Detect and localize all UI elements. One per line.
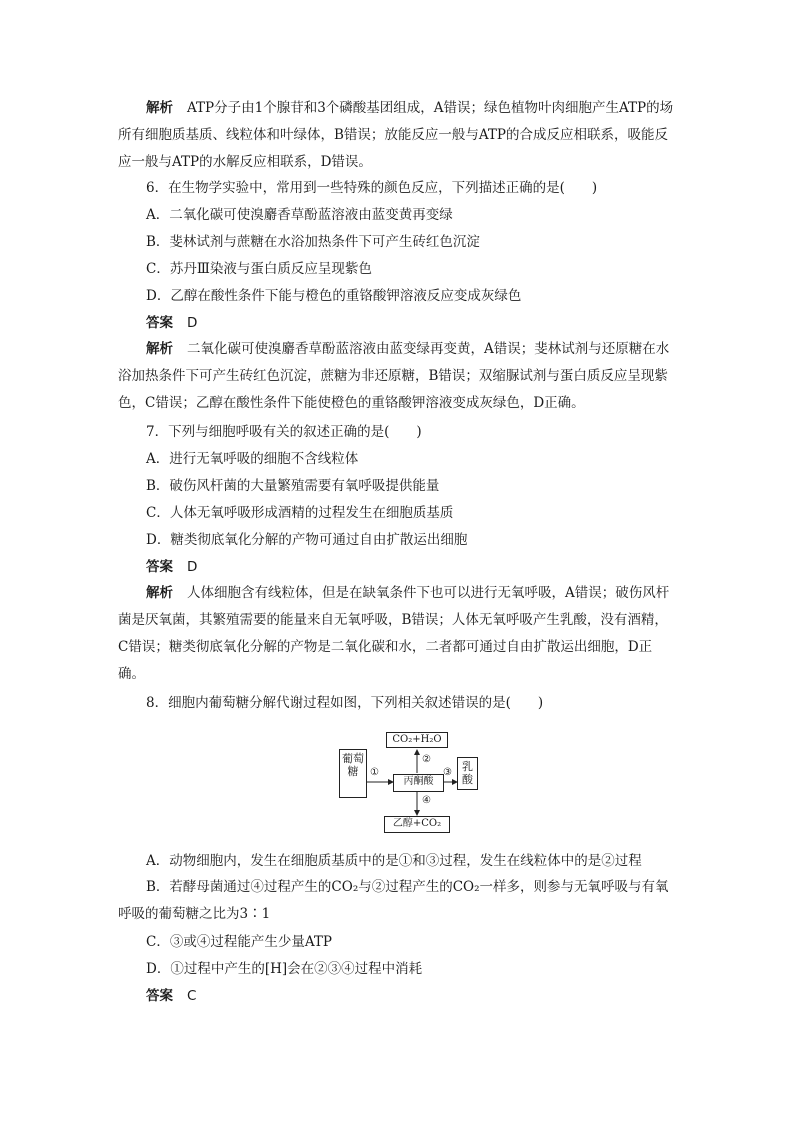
question-8-stem: 8．细胞内葡萄糖分解代谢过程如图，下列相关叙述错误的是( ) — [146, 695, 544, 711]
question-6-option-d: D．乙醇在酸性条件下能与橙色的重铬酸钾溶液反应变成灰绿色 — [146, 288, 522, 304]
ethanol-co2-box: 乙醇+CO₂ — [384, 816, 450, 833]
lactate-box: 乳酸 — [457, 757, 478, 790]
pyruvate-box: 丙酮酸 — [393, 774, 444, 792]
answer-q7: 答案 D — [146, 559, 198, 575]
explanation-q7: 解析 人体细胞含有线粒体，但是在缺氧条件下也可以进行无氧呼吸，A错误；破伤风杆菌是厌氧菌，其繁殖需要的能量来自无氧呼吸，B错误；人体无氧呼吸产生乳酸，没有酒精，C错误；糖类彻底氧化分解的产物是二氧化碳和水，二者都可通过自由扩散运出细胞，D正确。 — [118, 585, 670, 682]
answer-q8: 答案 C — [146, 988, 197, 1004]
question-6-option-b: B．斐林试剂与蔗糖在水浴加热条件下可产生砖红色沉淀 — [146, 234, 480, 250]
question-8-option-c: C．③或④过程能产生少量ATP — [146, 934, 332, 950]
step-2-label: ② — [422, 754, 431, 765]
glucose-box: 葡萄糖 — [339, 749, 367, 798]
question-8-option-a: A．动物细胞内，发生在细胞质基质中的是①和③过程，发生在线粒体中的是②过程 — [146, 853, 642, 869]
question-8-option-d: D．①过程中产生的[H]会在②③④过程中消耗 — [146, 961, 423, 977]
explanation-label: 解析 — [146, 100, 173, 116]
explanation-q6: 解析 二氧化碳可使溴麝香草酚蓝溶液由蓝变绿再变黄，A错误；斐林试剂与还原糖在水浴加热条件下可产生砖红色沉淀，蔗糖为非还原糖，B错误；双缩脲试剂与蛋白质反应呈现紫色，C错误；乙醇在酸性条件下能使橙色的重铬酸钾溶液变成灰绿色，D正确。 — [118, 341, 670, 411]
question-8-option-b: B．若酵母菌通过④过程产生的CO₂与②过程产生的CO₂一样多，则参与无氧呼吸与有氧呼吸的葡萄糖之比为3∶1 — [118, 879, 669, 922]
step-3-label: ③ — [443, 767, 452, 778]
question-7-option-d: D．糖类彻底氧化分解的产物可通过自由扩散运出细胞 — [146, 532, 468, 548]
glucose-metabolism-diagram — [338, 728, 478, 836]
answer-q6: 答案 D — [146, 315, 198, 331]
step-1-label: ① — [370, 767, 379, 778]
question-7-option-b: B．破伤风杆菌的大量繁殖需要有氧呼吸提供能量 — [146, 478, 440, 494]
step-4-label: ④ — [422, 795, 431, 806]
explanation-q5: 解析 ATP分子由1个腺苷和3个磷酸基团组成，A错误；绿色植物叶肉细胞产生ATP的场所有细胞质基质、线粒体和叶绿体，B错误；放能反应一般与ATP的合成反应相联系，吸能反应一般与ATP的水解反应相联系，D错误。 — [118, 100, 674, 170]
question-7-option-c: C．人体无氧呼吸形成酒精的过程发生在细胞质基质 — [146, 505, 454, 521]
question-6-option-c: C．苏丹Ⅲ染液与蛋白质反应呈现紫色 — [146, 261, 372, 277]
co2-h2o-box: CO₂+H₂O — [386, 732, 448, 748]
question-7-stem: 7．下列与细胞呼吸有关的叙述正确的是( ) — [146, 424, 422, 440]
question-7-option-a: A．进行无氧呼吸的细胞不含线粒体 — [146, 451, 359, 467]
question-6-option-a: A．二氧化碳可使溴麝香草酚蓝溶液由蓝变黄再变绿 — [146, 207, 453, 223]
question-6-stem: 6．在生物学实验中，常用到一些特殊的颜色反应，下列描述正确的是( ) — [146, 180, 598, 196]
